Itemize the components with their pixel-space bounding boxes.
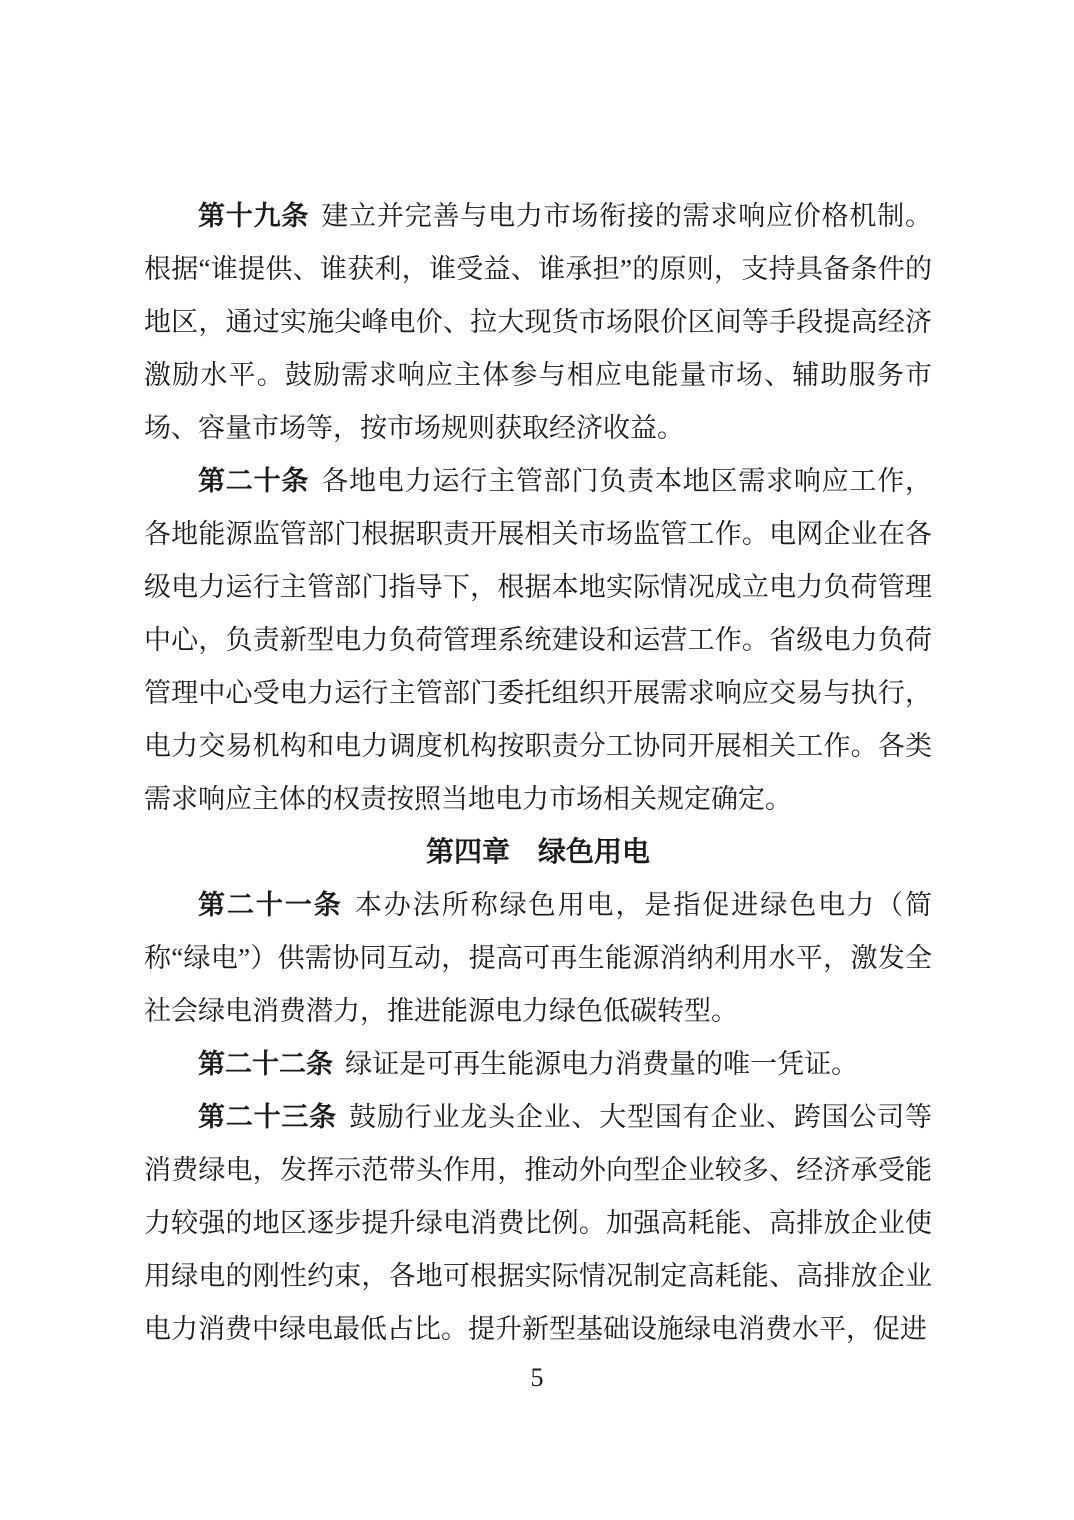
article-20-text: 各地电力运行主管部门负责本地区需求响应工作，各地能源监管部门根据职责开展相关市场监管工作。电网企业在各级电力运行主管部门指导下，根据本地实际情况成立电力负荷管理中心，负责新型电力负荷管理系统建设和运营工作。省级电力负荷管理中心受电力运行主管部门委托组织开展需求响应交易与执行，电力交易机构和电力调度机构按职责分工协同开展相关工作。各类需求响应主体的权责按照当地电力市场相关规定确定。	[144, 466, 933, 814]
article-20	[144, 455, 932, 826]
article-23	[144, 1091, 932, 1356]
document-body	[144, 190, 932, 1356]
article-22-text: 绿证是可再生能源电力消费量的唯一凭证。	[345, 1049, 859, 1079]
article-21-text: 本办法所称绿色用电，是指促进绿色电力（简称“绿电”）供需协同互动，提高可再生能源消纳利用水平，激发全社会绿电消费潜力，推进能源电力绿色低碳转型。	[144, 890, 933, 1026]
article-22	[144, 1038, 932, 1091]
article-19-text: 建立并完善与电力市场衔接的需求响应价格机制。根据“谁提供、谁获利，谁受益、谁承担”的原则，支持具备条件的地区，通过实施尖峰电价、拉大现货市场限价区间等手段提高经济激励水平。鼓励需求响应主体参与相应电能量市场、辅助服务市场、容量市场等，按市场规则获取经济收益。	[144, 201, 933, 443]
article-21	[144, 879, 932, 1038]
chapter-heading: 第四章 绿色用电	[425, 837, 650, 868]
article-20-label: 第二十条	[198, 466, 310, 496]
article-22-label: 第二十二条	[198, 1049, 333, 1079]
article-23-text: 鼓励行业龙头企业、大型国有企业、跨国公司等消费绿电，发挥示范带头作用，推动外向型企业较多、经济承受能力较强的地区逐步提升绿电消费比例。加强高耗能、高排放企业使用绿电的刚性约束，各地可根据实际情况制定高耗能、高排放企业电力消费中绿电最低占比。提升新型基础设施绿电消费水平，促进	[144, 1102, 933, 1344]
article-23-label: 第二十三条	[198, 1102, 337, 1132]
article-21-label: 第二十一条	[198, 890, 343, 920]
article-19	[144, 190, 932, 455]
page-number: 5	[530, 1363, 544, 1392]
article-19-label: 第十九条	[198, 201, 310, 231]
